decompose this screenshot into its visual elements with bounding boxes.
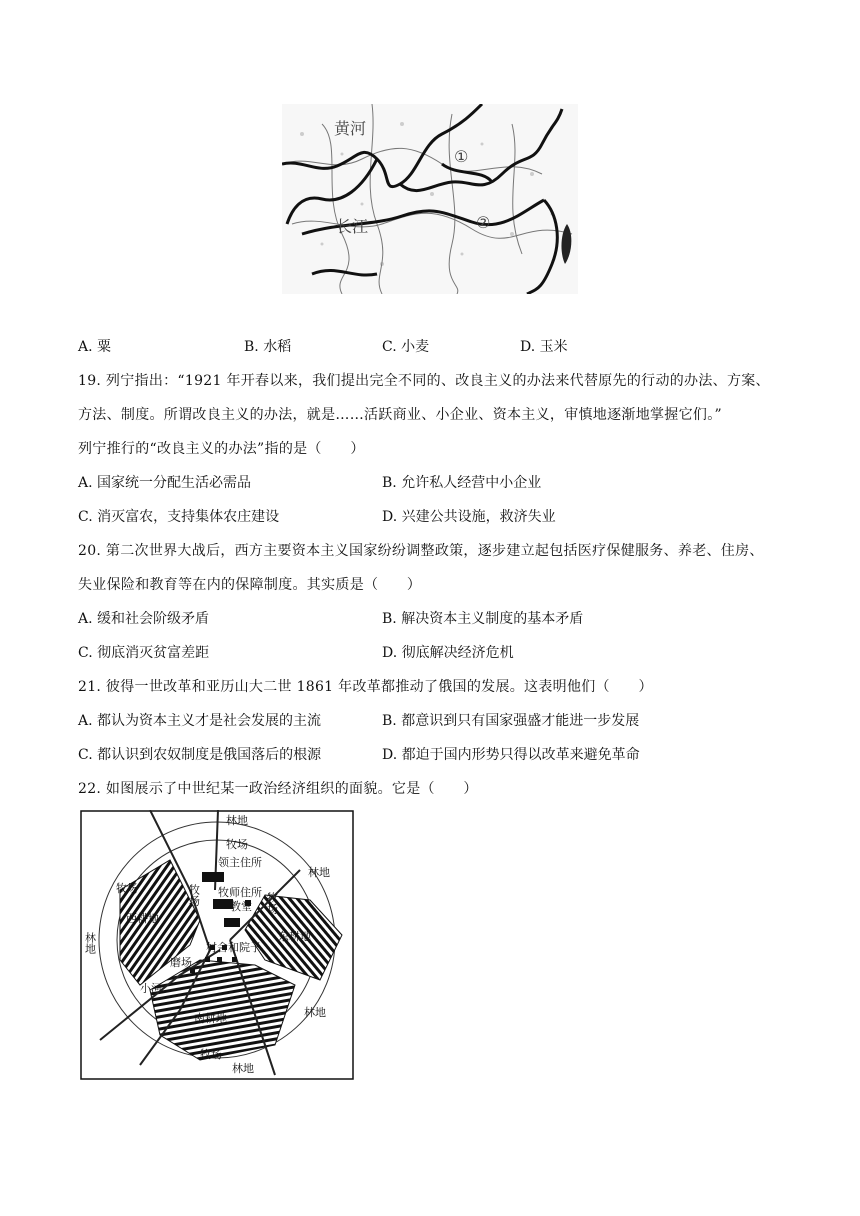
q21-option-a[interactable]: A. 都认为资本主义才是社会发展的主流 [78,713,322,729]
label-west-field: 西耕地 [126,912,159,925]
q18-option-d[interactable]: D. 玉米 [520,339,568,355]
marker-2: ② [476,213,491,232]
q20-option-d[interactable]: D. 彻底解决经济危机 [382,645,514,661]
q21-option-b[interactable]: B. 都意识到只有国家强盛才能进一步发展 [382,713,640,729]
label-church: 教堂 [230,900,252,913]
label-forest-left: 林地 [83,932,97,954]
q19-stem-line3: 列宁推行的“改良主义的办法”指的是（ ） [78,441,365,457]
label-pasture-right: 牧场 [265,892,279,914]
label-east-field: 东耕地 [278,930,311,943]
label-forest-top: 林地 [226,814,248,827]
q19-option-a[interactable]: A. 国家统一分配生活必需品 [78,475,252,491]
q18-option-a[interactable]: A. 粟 [78,339,112,355]
q19-stem-line2: 方法、制度。所谓改良主义的办法，就是……活跃商业、小企业、资本主义，审慎地逐渐地掌握它们。” [78,407,722,423]
q20-option-c[interactable]: C. 彻底消灭贫富差距 [78,645,210,661]
lord-house [202,872,224,882]
q21-option-d[interactable]: D. 都迫于国内形势只得以改革来避免革命 [382,747,640,763]
label-mill: 磨场 [170,956,192,969]
q21-option-c[interactable]: C. 都认识到农奴制度是俄国落后的根源 [78,747,322,763]
label-forest-right2: 林地 [304,1006,326,1019]
q19-option-b[interactable]: B. 允许私人经营中小企业 [382,475,542,491]
label-village: 村舍和院子 [206,941,261,954]
label-pasture-left: 牧场 [116,882,138,895]
label-priest-house: 牧师住所 [218,886,262,899]
label-south-field: 南耕地 [194,1012,227,1025]
label-pasture-top: 牧场 [226,838,248,851]
q22-stem-line1: 22. 如图展示了中世纪某一政治经济组织的面貌。它是（ ） [78,781,478,797]
label-lord-house: 领主住所 [218,856,262,869]
q20-option-b[interactable]: B. 解决资本主义制度的基本矛盾 [382,611,584,627]
q20-stem-line1: 20. 第二次世界大战后，西方主要资本主义国家纷纷调整政策，逐步建立起包括医疗保健服务、养老、住房、 [78,543,764,559]
label-river: 小河 [140,982,162,995]
q21-stem-line1: 21. 彼得一世改革和亚历山大二世 1861 年改革都推动了俄国的发展。这表明他们（ ） [78,679,653,695]
label-forest-right: 林地 [308,866,330,879]
label-pasture-bottom: 牧场 [200,1048,222,1061]
china-rivers-map [282,104,578,294]
q19-option-d[interactable]: D. 兴建公共设施，救济失业 [382,509,556,525]
q18-option-c[interactable]: C. 小麦 [382,339,430,355]
q19-option-c[interactable]: C. 消灭富农，支持集体农庄建设 [78,509,280,525]
label-pasture-mid: 牧场 [187,884,201,906]
label-forest-bottom: 林地 [232,1062,254,1075]
q20-option-a[interactable]: A. 缓和社会阶级矛盾 [78,611,210,627]
changjiang-label: 长江 [336,217,369,236]
q18-option-b[interactable]: B. 水稻 [244,339,292,355]
q20-stem-line2: 失业保险和教育等在内的保障制度。其实质是（ ） [78,577,422,593]
church-building [224,918,240,927]
q19-stem-line1: 19. 列宁指出：“1921 年开春以来，我们提出完全不同的、改良主义的办法来代替原先的行动的办法、方案、 [78,373,770,389]
huanghe-label: 黄河 [334,119,367,138]
marker-1: ① [454,147,469,166]
manor-diagram [80,810,354,1080]
